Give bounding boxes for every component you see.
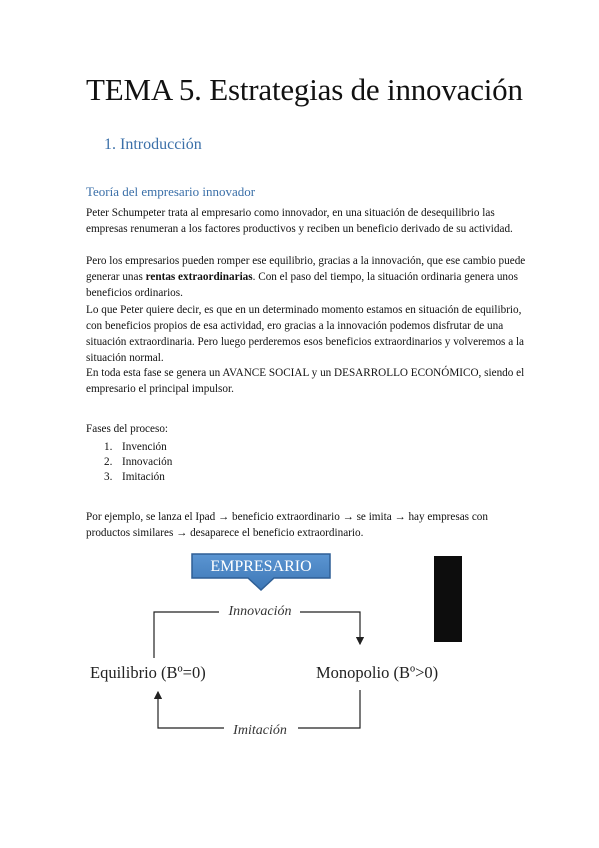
list-item-number: 1. bbox=[104, 441, 113, 453]
list-item-label: Imitación bbox=[122, 471, 165, 483]
list-item bbox=[104, 440, 172, 455]
section-heading: 1. Introducción bbox=[104, 136, 202, 153]
paragraph-1: Peter Schumpeter trata al empresario como innovador, en una situación de desequilibrio las empresas renumeran a los factores productivos y reciben un beneficio derivado de su actividad. bbox=[86, 207, 513, 235]
imitation-arrow-label: Imitación bbox=[233, 723, 287, 738]
list-item bbox=[104, 470, 172, 485]
imitation-arrow-left bbox=[158, 692, 224, 728]
list-item-label: Innovación bbox=[122, 456, 173, 468]
innovation-arrow-label: Innovación bbox=[228, 604, 292, 619]
paragraph-3: Lo que Peter quiere decir, es que en un determinado momento estamos en situación de equilibrio, con beneficios propios de esa actividad, ero gracias a la innovación podemos disfrutar de una situación extraordinaria. Pero luego perderemos esos beneficios extraordinarios y volveremos a la situación normal. bbox=[86, 304, 525, 364]
innovation-arrow-left bbox=[154, 612, 219, 658]
imitation-arrow-right bbox=[298, 690, 360, 728]
monopolio-state: Monopolio (Bº>0) bbox=[316, 663, 439, 682]
equilibrio-state: Equilibrio (Bº=0) bbox=[90, 663, 206, 682]
list-item-label: Invención bbox=[122, 441, 167, 453]
innovation-arrow-right bbox=[300, 612, 360, 644]
innovation-cycle-diagram bbox=[84, 552, 474, 752]
list-item-number: 2. bbox=[104, 456, 113, 468]
list-item-number: 3. bbox=[104, 471, 113, 483]
empresario-box bbox=[192, 554, 330, 590]
subsection-heading: Teoría del empresario innovador bbox=[86, 184, 256, 199]
page-title: TEMA 5. Estrategias de innovación bbox=[86, 72, 523, 107]
paragraph-2-bold: rentas extraordinarias bbox=[145, 271, 253, 283]
list-item bbox=[104, 455, 172, 470]
phases-list bbox=[104, 440, 172, 485]
paragraph-2-text-a: Pero los empresarios pueden romper ese equilibrio, gracias a la innovación, que ese cambio puede generar unas bbox=[86, 255, 526, 283]
paragraph-2 bbox=[86, 253, 526, 301]
empresario-label: EMPRESARIO bbox=[210, 558, 312, 575]
paragraph-4: En toda esta fase se genera un AVANCE SOCIAL y un DESARROLLO ECONÓMICO, siendo el empresario el principal impulsor. bbox=[86, 367, 525, 395]
example-paragraph: Por ejemplo, se lanza el Ipad → beneficio extraordinario → se imita → hay empresas con productos similares → desaparece el beneficio extraordinario. bbox=[86, 511, 488, 539]
phases-label: Fases del proceso: bbox=[86, 423, 169, 435]
redaction-bar bbox=[434, 556, 462, 642]
paragraph-2-text-b: . Con el paso del tiempo, la situación ordinaria genera unos beneficios ordinarios. bbox=[86, 271, 518, 299]
